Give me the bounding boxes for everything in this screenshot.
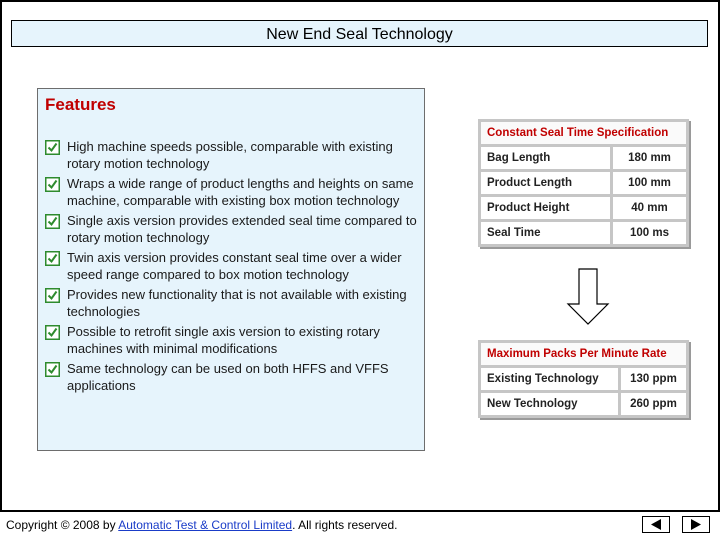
feature-item	[43, 287, 418, 320]
table-row	[481, 368, 686, 390]
table-row	[481, 172, 686, 194]
spec-label: Product Height	[481, 197, 610, 219]
feature-item	[43, 176, 418, 209]
spec-value: 100 ms	[613, 222, 686, 244]
feature-text: Provides new functionality that is not available with existing technologies	[67, 287, 407, 319]
checkbox-check-icon	[45, 140, 60, 155]
checkbox-check-icon	[45, 288, 60, 303]
spec-value: 180 mm	[613, 147, 686, 169]
packs-label: Existing Technology	[481, 368, 618, 390]
checkbox-check-icon	[45, 177, 60, 192]
down-arrow-icon	[566, 268, 610, 326]
feature-text: Wraps a wide range of product lengths and heights on same machine, comparable with existing box motion technology	[67, 176, 414, 208]
feature-text: Same technology can be used on both HFFS and VFFS applications	[67, 361, 389, 393]
seal-time-spec-table	[478, 119, 689, 247]
checkbox-check-icon	[45, 362, 60, 377]
checkbox-check-icon	[45, 325, 60, 340]
spec-label: Product Length	[481, 172, 610, 194]
page-title: New End Seal Technology	[11, 20, 708, 47]
features-heading: Features	[45, 95, 116, 114]
checkbox-check-icon	[45, 251, 60, 266]
feature-text: High machine speeds possible, comparable with existing rotary motion technology	[67, 139, 393, 171]
feature-text: Possible to retrofit single axis version to existing rotary machines with minimal modifications	[67, 324, 380, 356]
next-slide-button[interactable]	[682, 516, 710, 533]
previous-slide-icon	[643, 517, 669, 532]
spec-value: 100 mm	[613, 172, 686, 194]
packs-table-header: Maximum Packs Per Minute Rate	[481, 343, 686, 365]
spec-label: Bag Length	[481, 147, 610, 169]
feature-item	[43, 213, 418, 246]
packs-label: New Technology	[481, 393, 618, 415]
previous-slide-button[interactable]	[642, 516, 670, 533]
company-link[interactable]: Automatic Test & Control Limited	[118, 518, 293, 532]
table-row	[481, 147, 686, 169]
copyright-prefix: Copyright © 2008 by	[6, 518, 119, 532]
feature-item	[43, 361, 418, 394]
next-slide-icon	[683, 517, 709, 532]
features-panel	[37, 88, 425, 451]
spec-table-header: Constant Seal Time Specification	[481, 122, 686, 144]
table-row	[481, 222, 686, 244]
packs-value: 260 ppm	[621, 393, 686, 415]
table-row	[481, 197, 686, 219]
feature-item	[43, 324, 418, 357]
copyright-footer	[6, 518, 397, 532]
feature-item	[43, 250, 418, 283]
packs-per-minute-table	[478, 340, 689, 418]
feature-text: Twin axis version provides constant seal time over a wider speed range compared to box motion technology	[67, 250, 402, 282]
spec-label: Seal Time	[481, 222, 610, 244]
copyright-suffix: . All rights reserved.	[292, 518, 398, 532]
checkbox-check-icon	[45, 214, 60, 229]
feature-item	[43, 139, 418, 172]
table-row	[481, 393, 686, 415]
feature-list	[43, 139, 418, 398]
spec-value: 40 mm	[613, 197, 686, 219]
feature-text: Single axis version provides extended seal time compared to rotary motion technology	[67, 213, 417, 245]
packs-value: 130 ppm	[621, 368, 686, 390]
